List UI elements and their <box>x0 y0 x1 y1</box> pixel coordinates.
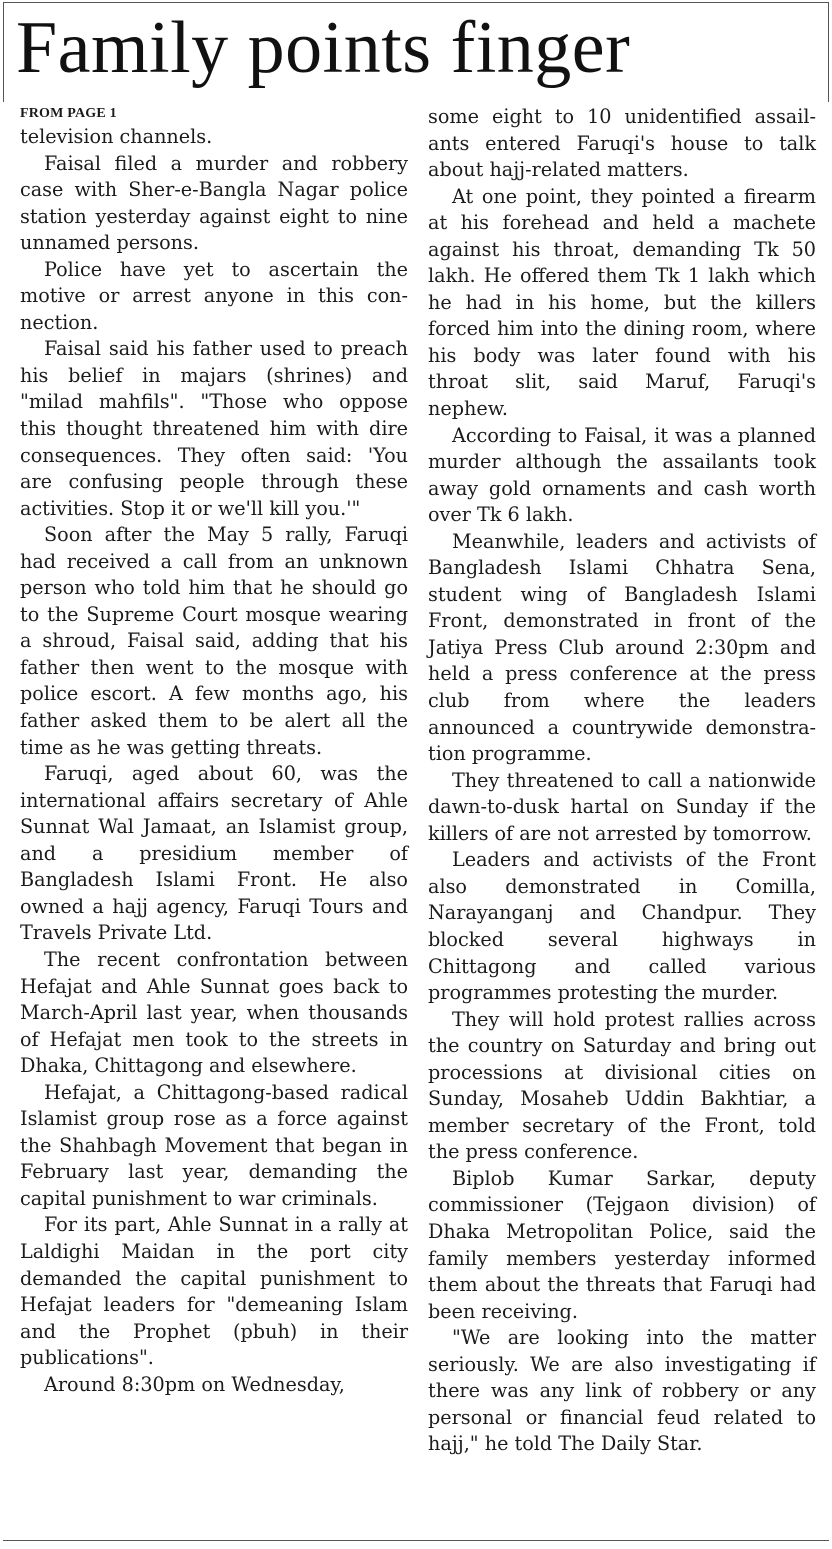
paragraph: some eight to 10 unidentified assailants entered Faruqi's house to talk about hajj-related matters. <box>428 105 816 182</box>
right-frame-rule <box>828 2 829 102</box>
left-frame-rule <box>3 2 4 102</box>
left-column <box>20 104 408 1398</box>
paragraph: Around 8:30pm on Wednesday, <box>44 1372 345 1396</box>
from-page-label: FROM PAGE 1 <box>20 106 117 121</box>
paragraph: Faisal filed a murder and robbery case with Sher-e-Bangla Nagar police station yesterday against eight to nine unnamed persons. <box>20 151 408 255</box>
paragraph: They threatened to call a nationwide dawn-to-dusk hartal on Sunday if the killers of are not arrested by tomorrow. <box>428 768 816 845</box>
paragraph: Faruqi, aged about 60, was the international affairs secretary of Ahle Sunnat Wal Jamaat, an Islamist group, and a presidium member of Bangladesh Islami Front. He also owned a hajj agency, Faruqi Tours and Travels Private Ltd. <box>20 762 408 945</box>
paragraph: television channels. <box>20 125 213 148</box>
paragraph: They will hold protest rallies across the country on Saturday and bring out processions at divisional cities on Sunday, Mosaheb Uddin Bakhtiar, a member secretary of the Front, told the press conference. <box>428 1007 816 1164</box>
paragraph: Leaders and activists of the Front also demonstrated in Comilla, Narayanganj and Chandpur. They blocked several highways in Chittagong and called various programmes protesting the murder. <box>428 848 816 1005</box>
paragraph: Hefajat, a Chittagong-based radical Islamist group rose as a force against the Shahbagh Movement that began in February last year, demanding the capital punishment to war criminals. <box>20 1080 408 1210</box>
paragraph: "We are looking into the matter seriously. We are also investigating if there was any link of robbery or any personal or financial feud related to hajj," he told The Daily Star. <box>428 1326 816 1456</box>
headline: Family points finger <box>16 7 631 89</box>
bottom-rule <box>3 1540 829 1541</box>
paragraph: The recent confrontation between Hefajat and Ahle Sunnat goes back to March-April last year, when thousands of Hefajat men took to the streets in Dhaka, Chittagong and elsewhere. <box>20 947 408 1078</box>
right-column <box>428 104 816 1458</box>
paragraph: At one point, they pointed a firearm at his forehead and held a machete against his throat, demanding Tk 50 lakh. He offered them Tk 1 lakh which he had in his home, but the killers forced him into the dining room, where his body was later found with his throat slit, said Maruf, Faruqi's nephew. <box>428 184 816 421</box>
paragraph: Meanwhile, leaders and activists of Bangladesh Islami Chhatra Sena, student wing of Bangladesh Islami Front, demonstrated in front of the Jatiya Press Club around 2:30pm and held a press conference at the press club from where the leaders announced a countrywide demonstration programme. <box>428 529 816 766</box>
paragraph: For its part, Ahle Sunnat in a rally at Laldighi Maidan in the port city demanded the capital punishment to Hefajat leaders for "demeaning Islam and the Prophet (pbuh) in their publications". <box>20 1213 408 1370</box>
paragraph: Police have yet to ascertain the motive or arrest anyone in this connection. <box>20 257 408 334</box>
paragraph: Faisal said his father used to preach his belief in majars (shrines) and "milad mahfils". "Those who oppose this thought threatened him with dire consequences. They often said: 'You are confusing people through these activities. Stop it or we'll kill you.'" <box>20 337 408 520</box>
paragraph: According to Faisal, it was a planned murder although the assailants took away gold ornaments and cash worth over Tk 6 lakh. <box>428 423 816 527</box>
paragraph: Biplob Kumar Sarkar, deputy commissioner (Tejgaon division) of Dhaka Metropolitan Police, said the family members yesterday informed them about the threats that Faruqi had been receiving. <box>428 1166 816 1323</box>
top-rule <box>3 2 829 3</box>
paragraph: Soon after the May 5 rally, Faruqi had received a call from an unknown person who told him that he should go to the Supreme Court mosque wearing a shroud, Faisal said, adding that his father then went to the mosque with police escort. A few months ago, his father asked them to be alert all the time as he was getting threats. <box>20 523 408 759</box>
